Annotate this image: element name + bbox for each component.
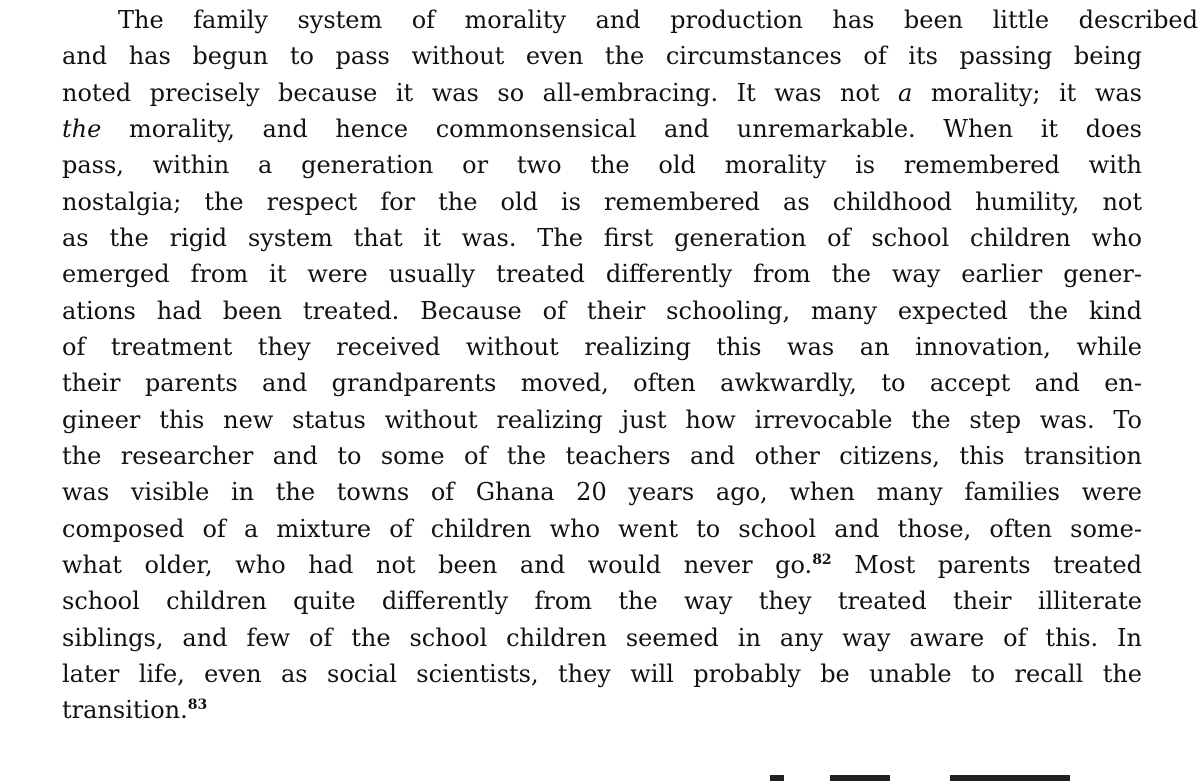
text-line: later life, even as social scientists, they will probably be unable to recall the (62, 660, 1142, 688)
text-segment: what older, who had not been and would never go. (62, 551, 813, 579)
text-line (62, 111, 1142, 147)
emphasis-text: the (62, 115, 102, 143)
footnote-ref[interactable]: 82 (812, 552, 832, 568)
text-line: was visible in the towns of Ghana 20 years ago, when many families were (62, 478, 1142, 506)
text-line: as the rigid system that it was. The first generation of school children who (62, 224, 1142, 252)
text-line: school children quite differently from the way they treated their illiterate (62, 587, 1142, 615)
text-segment: transition. (62, 696, 188, 724)
text-line (62, 547, 1142, 583)
footnote-ref[interactable]: 83 (187, 697, 208, 713)
text-line: composed of a mixture of children who went to school and those, often some- (62, 515, 1142, 543)
text-segment: Most parents treated (831, 551, 1142, 579)
text-line: their parents and grandparents moved, often awkwardly, to accept and en- (62, 369, 1142, 397)
text-line: and has begun to pass without even the circumstances of its passing being (62, 42, 1142, 70)
text-line (62, 75, 1142, 111)
text-line: pass, within a generation or two the old morality is remembered with (62, 151, 1142, 179)
cropped-text-fragment (830, 775, 890, 781)
text-line: the researcher and to some of the teachers and other citizens, this transition (62, 442, 1142, 470)
text-line: nostalgia; the respect for the old is remembered as childhood humility, not (62, 188, 1142, 216)
text-segment: morality, and hence commonsensical and unremarkable. When it does (101, 115, 1142, 143)
text-line: ations had been treated. Because of their schooling, many expected the kind (62, 297, 1142, 325)
cropped-text-fragment (950, 775, 1070, 781)
text-line: The family system of morality and production has been little described (118, 6, 1198, 34)
text-segment: noted precisely because it was so all-embracing. It was not (62, 79, 899, 107)
text-line: emerged from it were usually treated differently from the way earlier gener- (62, 260, 1142, 288)
cropped-text-fragment (770, 775, 784, 781)
text-segment: morality; it was (912, 79, 1142, 107)
text-line: siblings, and few of the school children seemed in any way aware of this. In (62, 624, 1142, 652)
text-line (62, 692, 207, 728)
text-line: gineer this new status without realizing just how irrevocable the step was. To (62, 406, 1142, 434)
text-line: of treatment they received without realizing this was an innovation, while (62, 333, 1142, 361)
emphasis-text: a (898, 79, 913, 107)
